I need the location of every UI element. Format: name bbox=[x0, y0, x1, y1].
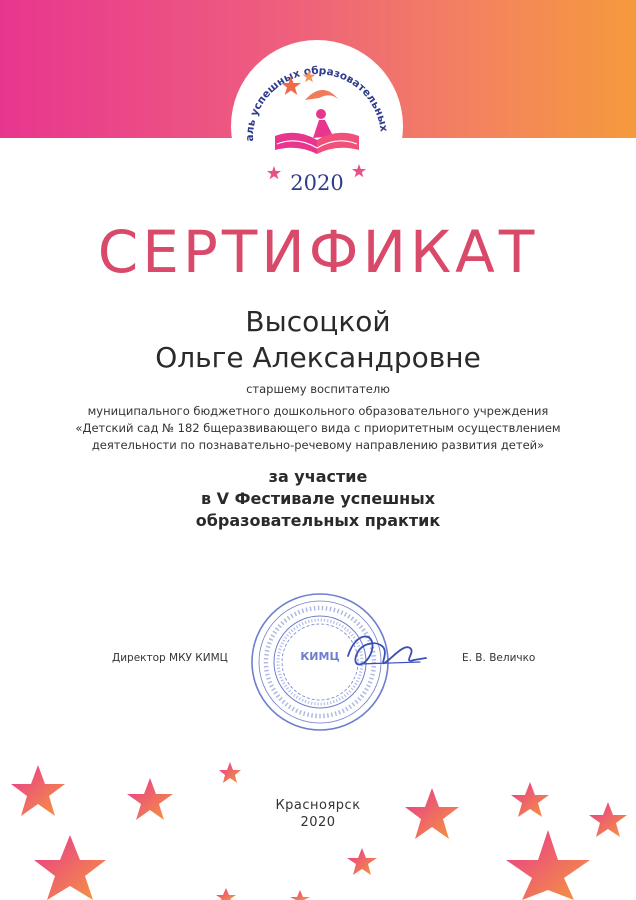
recipient-surname: Высоцкой bbox=[245, 305, 391, 338]
recipient-position: старшему воспитателю bbox=[246, 382, 390, 396]
logo-arc-text: аль успешных образовательных bbox=[243, 64, 390, 142]
footer-year: 2020 bbox=[300, 815, 336, 830]
certificate-title: СЕРТИФИКАТ bbox=[97, 218, 539, 286]
festival-logo bbox=[231, 40, 403, 212]
organization-line: муниципального бюджетного дошкольного образовательного учреждения bbox=[87, 404, 549, 418]
recipient-name: Ольге Александровне bbox=[155, 341, 481, 374]
director-name: Е. В. Величко bbox=[462, 652, 536, 664]
city: Красноярск bbox=[275, 798, 361, 813]
logo-swoosh bbox=[305, 90, 339, 100]
star-icon bbox=[219, 762, 241, 783]
award-text: в V Фестивале успешных bbox=[200, 489, 436, 508]
star-icon bbox=[506, 830, 590, 900]
award-text: за участие bbox=[268, 467, 368, 486]
logo-star-icon bbox=[352, 164, 366, 177]
award-text: образовательных практик bbox=[195, 511, 441, 530]
official-stamp bbox=[244, 590, 434, 738]
logo-year: 2020 bbox=[290, 171, 344, 195]
director-label: Директор МКУ КИМЦ bbox=[112, 652, 228, 664]
svg-text:Фестиваль успешных образовател bbox=[231, 40, 390, 141]
organization-line: «Детский сад № 182 бщеразвивающего вида с приоритетным осуществлением bbox=[75, 421, 561, 435]
star-icon bbox=[290, 890, 310, 900]
logo-book-left bbox=[275, 133, 317, 154]
organization-line: деятельности по познавательно-речевому направлению развития детей» bbox=[91, 438, 545, 452]
logo-figure-head bbox=[316, 109, 326, 119]
star-icon bbox=[216, 888, 236, 900]
star-icon bbox=[34, 835, 106, 900]
star-icon bbox=[405, 788, 459, 839]
festival-logo-graphic bbox=[231, 40, 403, 212]
star-icon bbox=[347, 848, 377, 875]
stamp-center-text: КИМЦ bbox=[300, 650, 340, 663]
logo-star-icon bbox=[267, 166, 281, 179]
